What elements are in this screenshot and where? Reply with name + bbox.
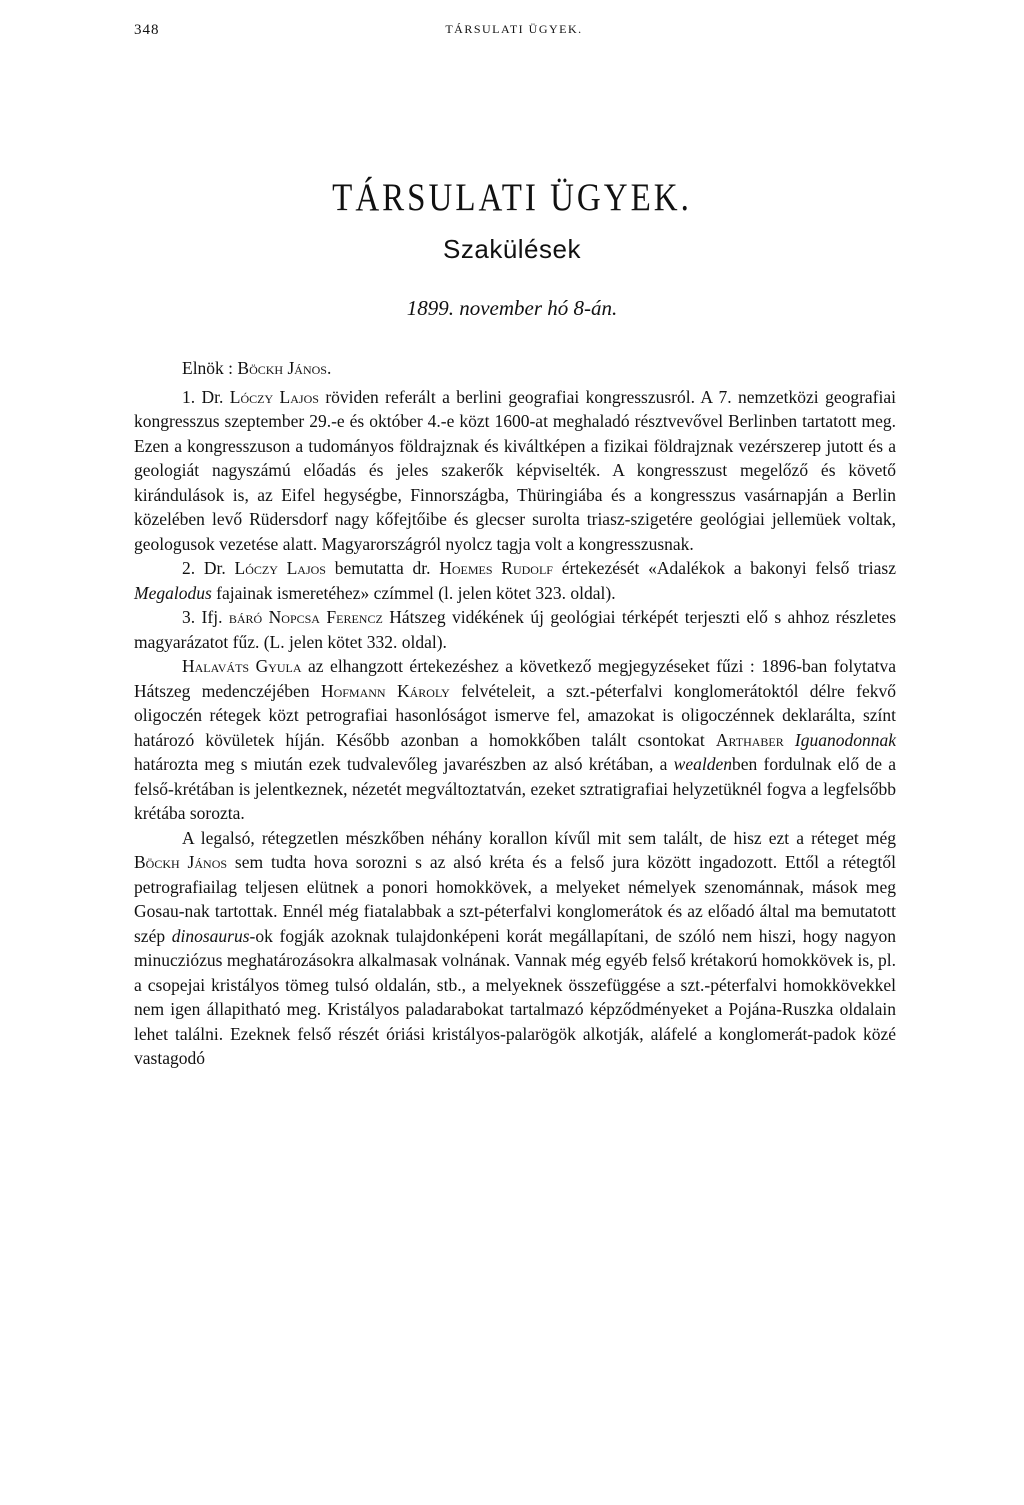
italic-term: dinosaurus <box>171 925 250 946</box>
paragraph-1: 1. Dr. Lóczy Lajos röviden referált a berlini geografiai kongresszusról. A 7. nemzetközi geografiai kongresszus szeptember 29.-e és október 4.-e közt 1600-at meghaladó résztvevővel Berlinben tartatott meg. Ezen a kongresszuson a tudományos földrajznak és kiváltképen a fizikai földrajznak vezérszerep jutott és a geologiát nagyszámú előadás és jeles szakerők képviselték. A kongresszust megelőző és követő kirándulások is, az Eifel hegységbe, Finnországba, Thüringiába és a kongresszus vasárnapján a Berlin közelében levő Rüdersdorf nagy kőfejtőibe és glecser surolta triasz-szigetére geológiai jellemüek voltak, geologusok vezetése alatt. Magyarországról nyolcz tagja volt a kongresszusnak. <box>134 386 896 554</box>
running-title: TÁRSULATI ÜGYEK. <box>445 22 583 36</box>
chair-label: Elnök : <box>182 358 234 378</box>
page-number: 348 <box>134 22 160 38</box>
person-name: Arthaber <box>715 729 784 750</box>
person-name: Lóczy Lajos <box>229 386 319 407</box>
italic-term: wealden <box>673 754 732 774</box>
section-title: Szakülések <box>443 234 581 264</box>
paragraph-3: 3. Ifj. báró Nopcsa Ferencz Hátszeg vidékének új geológiai térképét terjeszti elő s ahhoz részletes magyarázatot fűz. (L. jelen kötet 332. oldal). <box>134 607 897 652</box>
paragraph-2: 2. Dr. Lóczy Lajos bemutatta dr. Hoemes Rudolf értekezését «Adalékok a bakonyi felső triasz Megalodus fajainak ismeretéhez» czímmel (l. jelen kötet 323. oldal). <box>134 558 897 603</box>
italic-term: Iguanodonnak <box>783 729 896 750</box>
person-name: Lóczy Lajos <box>234 558 326 578</box>
person-name: Hoemes Rudolf <box>439 558 553 578</box>
person-name: Halaváts Gyula <box>182 656 302 676</box>
person-name: báró Nopcsa Ferencz <box>228 607 383 627</box>
main-title: TÁRSULATI ÜGYEK. <box>332 176 692 220</box>
chair-line <box>134 356 896 381</box>
chair-name: Böckh János. <box>237 358 332 378</box>
italic-term: Megalodus <box>134 582 212 603</box>
paragraph-5: A legalsó, rétegzetlen mészkőben néhány korallon kívűl mit sem talált, de hisz ezt a réteget még Böckh János sem tudta hova sorozni s az alsó kréta és a felső jura között ingadozott. Ettől a rétegtől petrografiailag teljesen elütnek a ponori homokkövek, a melyeket némelyek szenománnak, mások meg Gosau-nak tartottak. Ennél még fiatalabbak a szt-péterfalvi konglomerátok és az előadó által ma bemutatott szép dinosaurus-ok fogják azoknak tulajdonképeni korát megállapítani, de szóló nem hiszi, hogy nagyon minucziózus meghatározásokra alkalmasak volnának. Vannak még egyéb felső krétakorú homokkövek is, pl. a csopejai kristályos tömeg tulsó oldalán, stb., a melyeknek összefüggése a szt.-péterfalvi homokkövekkel nem igen állapitható meg. Kristályos paladarabokat tartalmazó képződményeket a Pojána-Ruszka oldalain lehet találni. Ezeknek felső részét óriási kristályos-palarögök alkotják, aláfelé a konglomerát-padok közé vastagodó <box>134 827 896 1068</box>
body-text <box>134 356 896 1071</box>
meeting-date: 1899. november hó 8-án. <box>406 296 618 320</box>
paragraph-4: Halaváts Gyula az elhangzott értekezéshez a következő megjegyzéseket fűzi : 1896-ban folytatva Hátszeg medenczéjében Hofmann Károly felvételeit, a szt.-péterfalvi konglomerátoktól délre fekvő oligoczén rétegek közt petrografiai hasonlóságot ismerve fel, amazokat is oligoczénnek deklarálta, színt határozó kövületek híján. Később azonban a homokkőben talált csontokat Arthaber Iguanodonnak határozta meg s miután ezek tudvalevőleg javarészben az alsó krétában, a wealdenben fordulnak elő de a felső-krétában is jelentkeznek, nézetét megváltoztatván, ezeket sztratigrafiai helyzetüknél fogva a legfelsőbb krétába sorozta. <box>134 656 896 823</box>
running-head <box>134 22 894 46</box>
person-name: Böckh János <box>134 852 228 872</box>
person-name: Hofmann Károly <box>320 680 450 701</box>
